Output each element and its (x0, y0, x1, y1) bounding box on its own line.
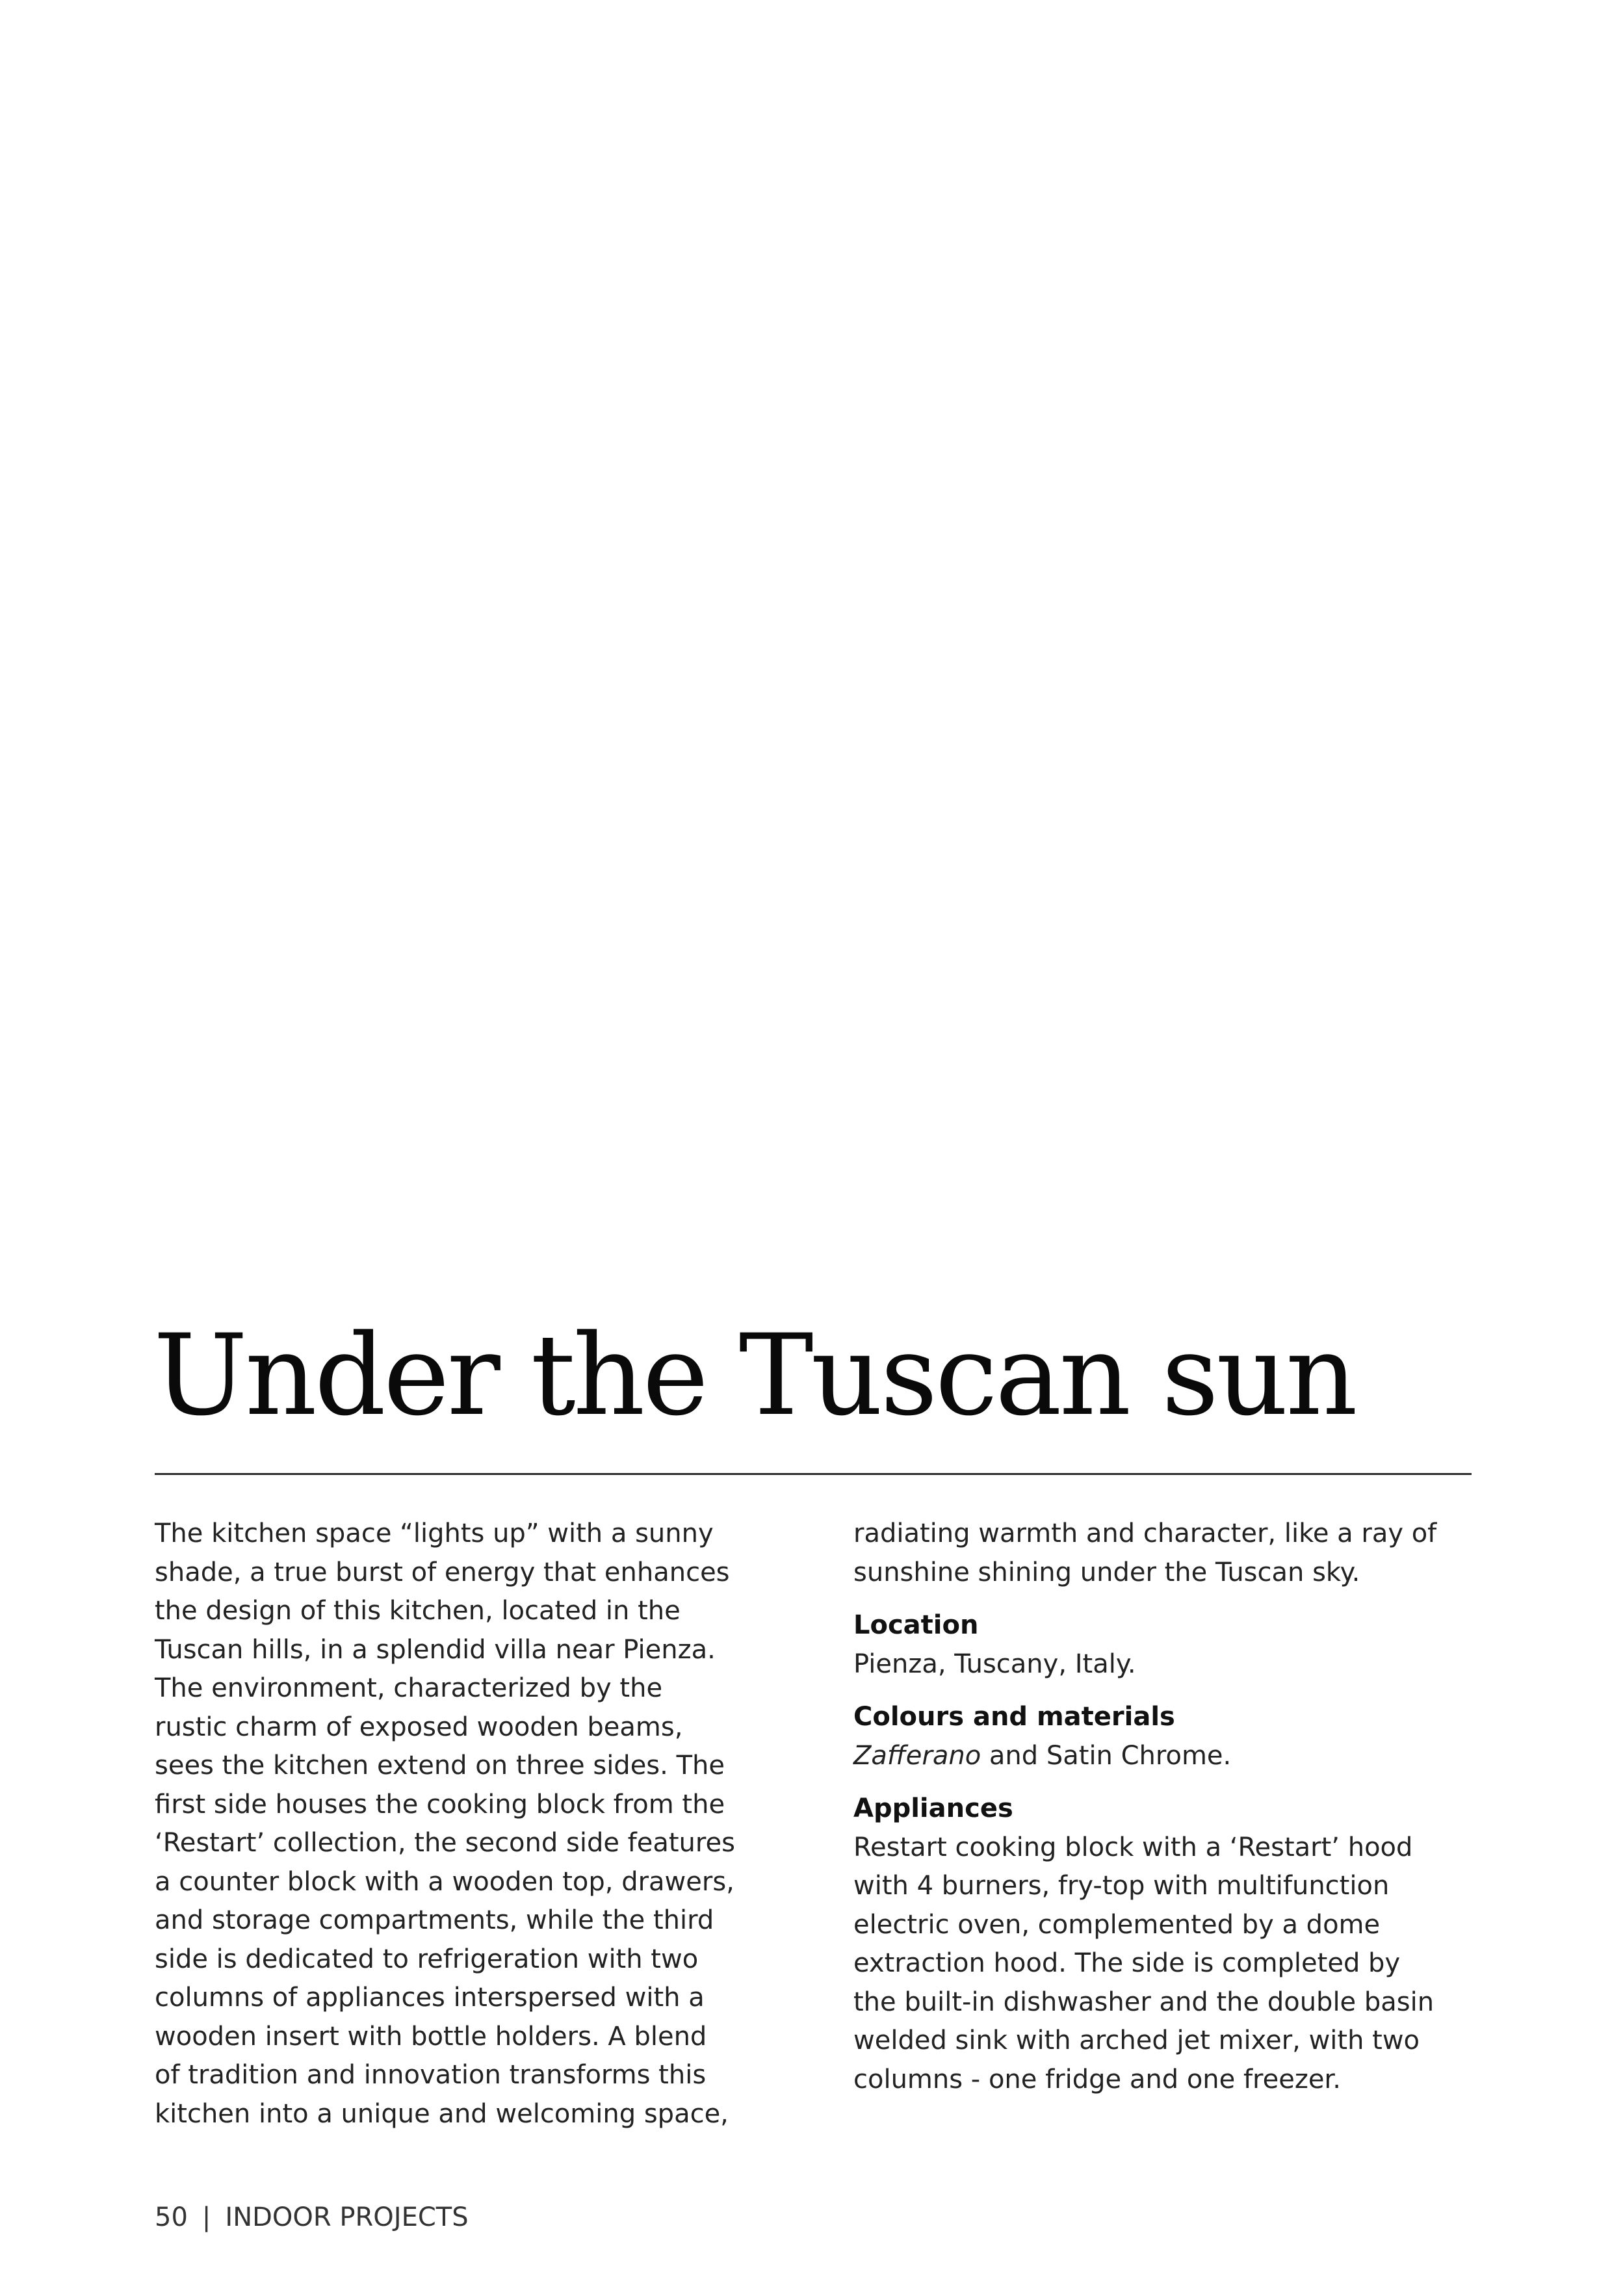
body-line: of tradition and innovation transforms this (155, 2060, 707, 2090)
body-line: and storage compartments, while the third (155, 1905, 714, 1935)
body-line: sunshine shining under the Tuscan sky. (853, 1557, 1360, 1587)
appliances-line: electric oven, complemented by a dome (853, 1909, 1381, 1940)
appliances-heading: Appliances (853, 1794, 1013, 1823)
appliances-line: columns - one fridge and one freezer. (853, 2064, 1341, 2094)
body-line: The environment, characterized by the (155, 1673, 663, 1703)
appliances-line: with 4 burners, fry-top with multifunction (853, 1871, 1390, 1901)
section-name: INDOOR PROJECTS (225, 2202, 469, 2232)
page-number: 50 (155, 2202, 188, 2232)
colours-section (853, 1698, 1510, 1775)
body-line: kitchen into a unique and welcoming space, (155, 2098, 729, 2129)
appliances-section (853, 1790, 1510, 2099)
colours-heading: Colours and materials (853, 1702, 1175, 1732)
appliances-line: the built-in dishwasher and the double basin (853, 1987, 1435, 2017)
colour-name: Zafferano (853, 1740, 981, 1771)
page-footer (155, 2201, 469, 2234)
body-line: a counter block with a wooden top, drawers, (155, 1866, 734, 1897)
location-section (853, 1606, 1510, 1684)
body-line: the design of this kitchen, located in the (155, 1596, 681, 1626)
body-line: ‘Restart’ collection, the second side features (155, 1828, 735, 1858)
colours-value-rest: and Satin Chrome. (981, 1740, 1232, 1771)
body-line: rustic charm of exposed wooden beams, (155, 1712, 683, 1742)
body-line: The kitchen space “lights up” with a sunny (155, 1519, 714, 1548)
body-line: radiating warmth and character, like a ray of (853, 1519, 1437, 1548)
title-divider (155, 1473, 1472, 1475)
location-value: Pienza, Tuscany, Italy. (853, 1649, 1136, 1679)
body-line: sees the kitchen extend on three sides. The (155, 1751, 725, 1781)
body-line: columns of appliances interspersed with a (155, 1983, 705, 2013)
appliances-line: welded sink with arched jet mixer, with two (853, 2026, 1420, 2055)
body-line: Tuscan hills, in a splendid villa near Pienza. (155, 1634, 716, 1665)
body-line: first side houses the cooking block from the (155, 1789, 725, 1820)
body-line: side is dedicated to refrigeration with two (155, 1944, 699, 1974)
body-text-right-column (853, 1515, 1510, 2099)
footer-separator: | (201, 2202, 211, 2232)
location-heading: Location (853, 1610, 979, 1640)
page-title: Under the Tuscan sun (153, 1310, 1355, 1441)
body-line: shade, a true burst of energy that enhances (155, 1557, 730, 1587)
colours-value (853, 1737, 1510, 1776)
appliances-line: extraction hood. The side is completed by (853, 1948, 1401, 1978)
appliances-line: Restart cooking block with a ‘Restart’ hood (853, 1832, 1413, 1862)
body-text-left-column (155, 1515, 805, 2133)
body-line: wooden insert with bottle holders. A blend (155, 2021, 707, 2052)
